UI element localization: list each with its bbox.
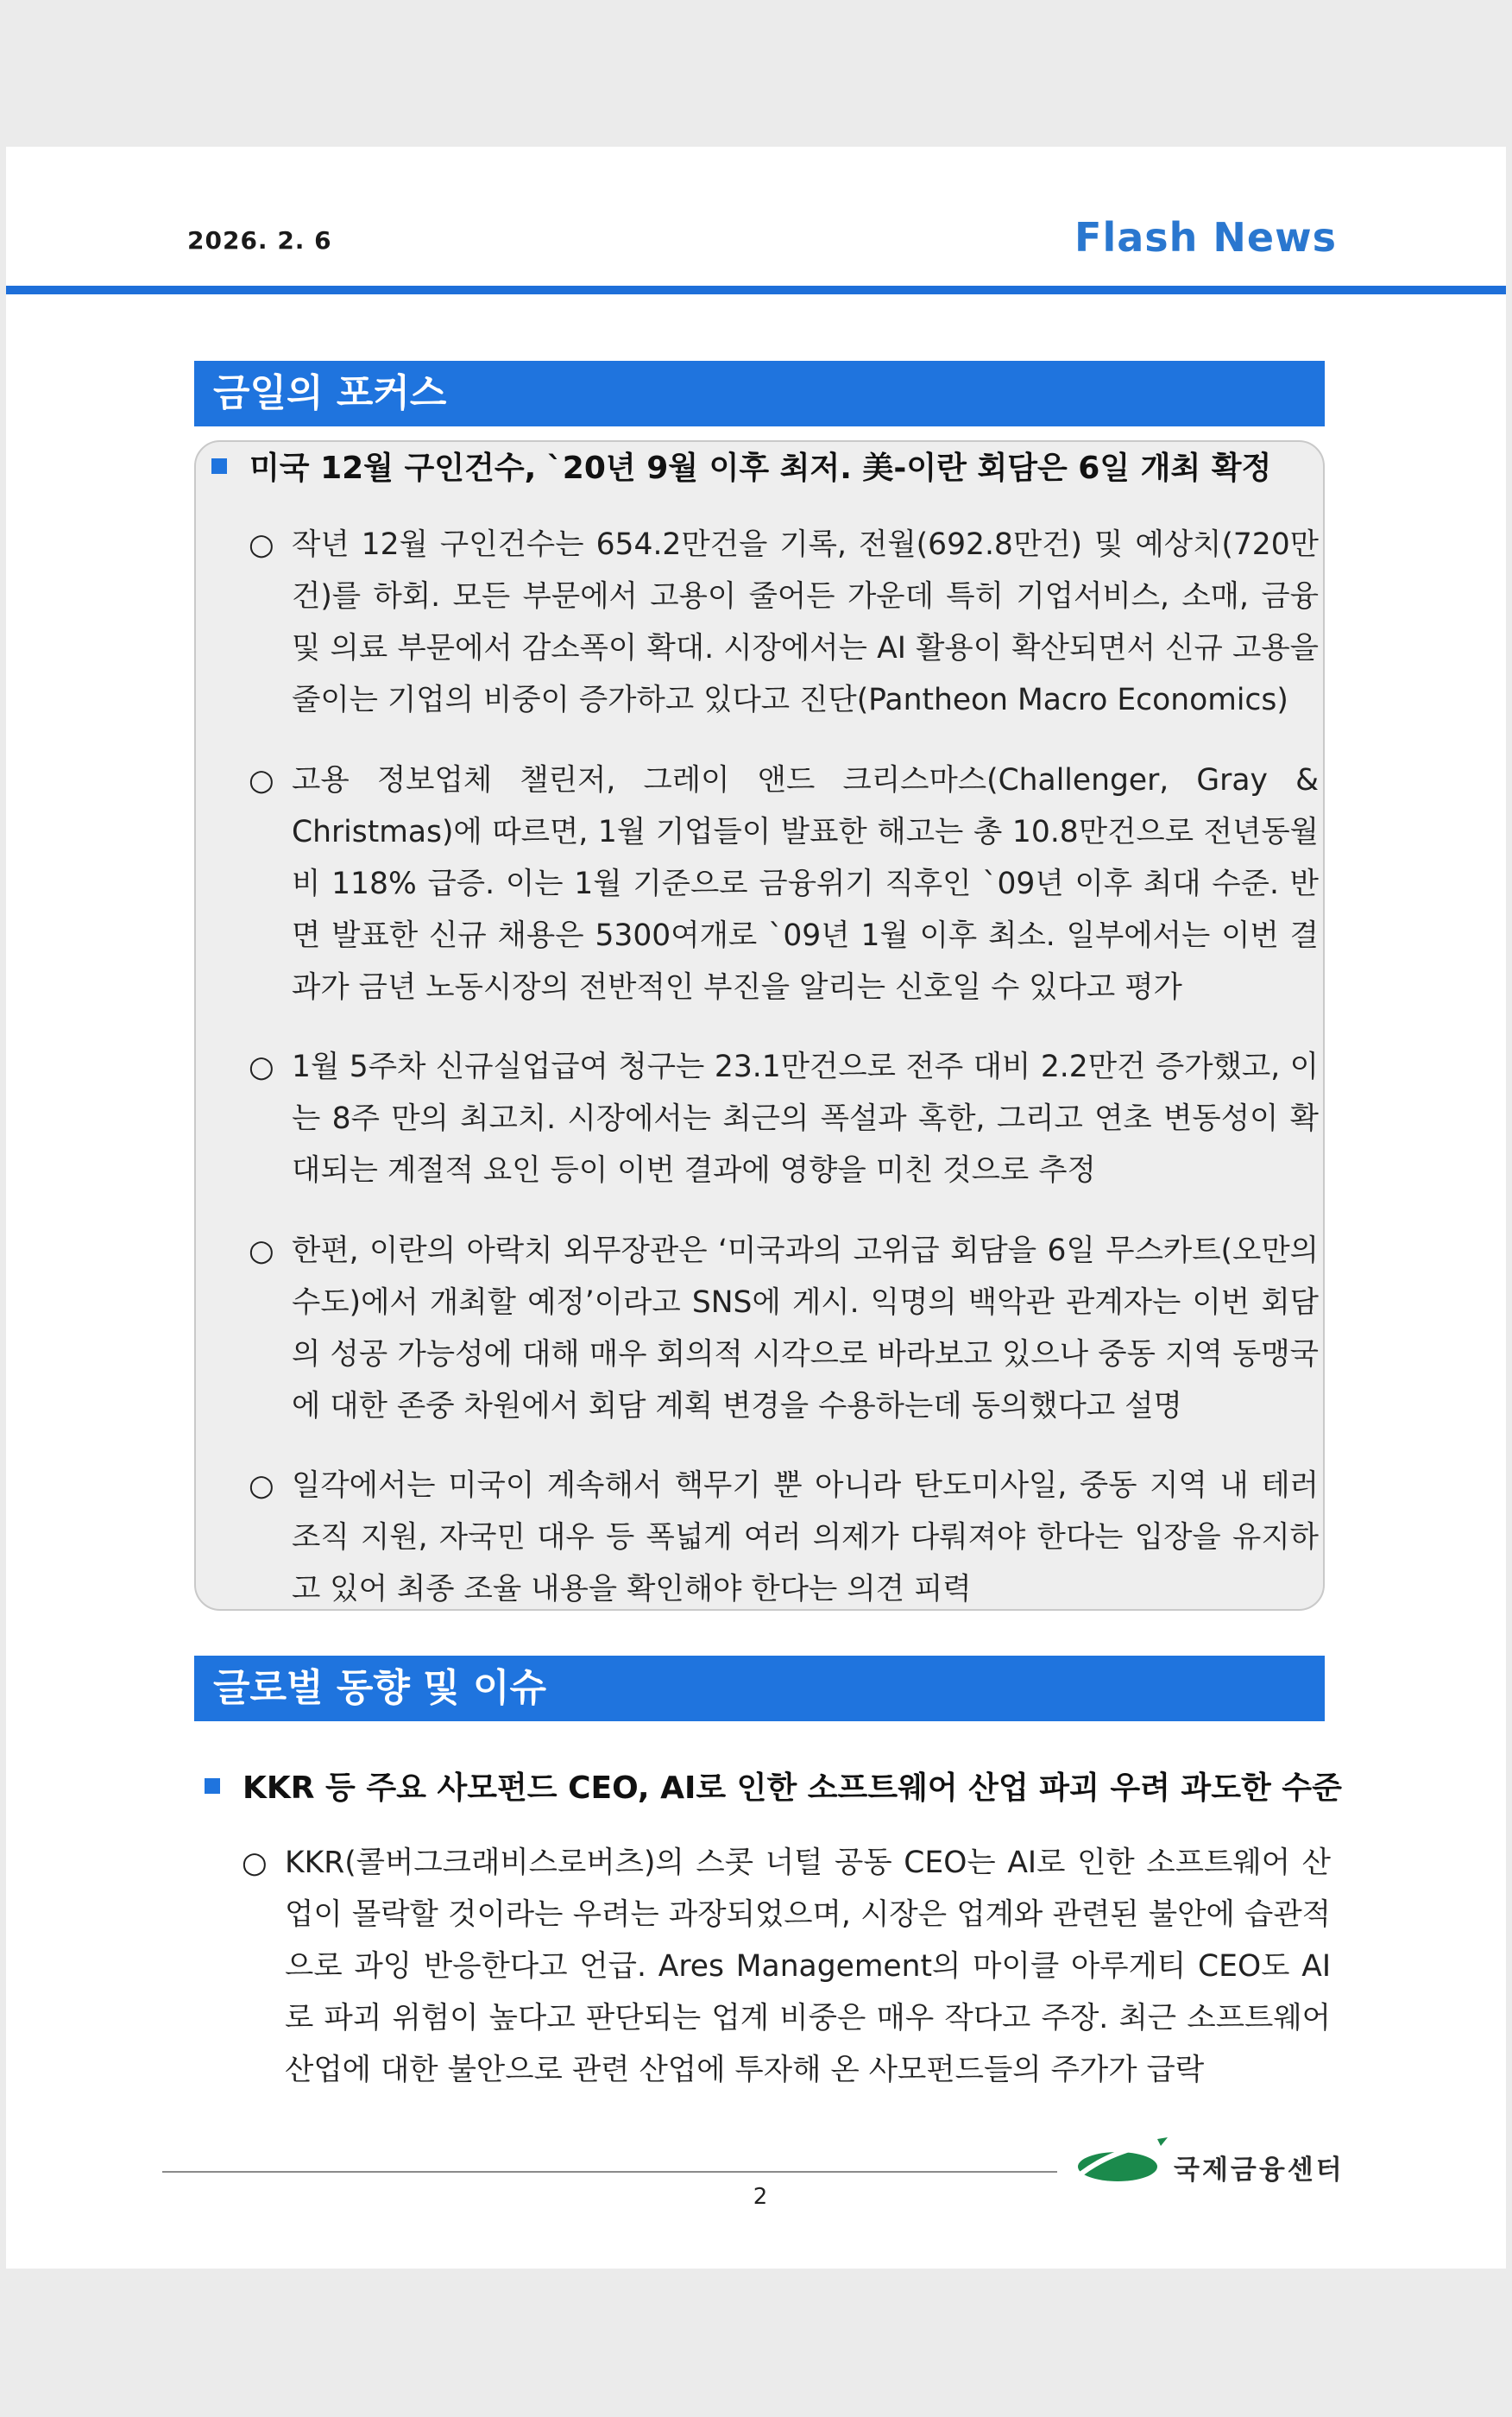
focus-headline [211,444,1271,488]
focus-paragraph-text: 한편, 이란의 아락치 외무장관은 ‘미국과의 고위급 회담을 6일 무스카트(오만의 수도)에서 개최할 예정’이라고 SNS에 게시. 익명의 백악관 관계자는 이번 회담의 성공 가능성에 대해 매우 회의적 시각으로 바라보고 있으나 중동 지역 동맹국에 대한 존중 차원에서 회담 계획 변경을 수용하는데 동의했다고 설명 [292,1234,1319,1423]
section-header-focus: 금일의 포커스 [194,361,1325,426]
report-date: 2026. 2. 6 [187,226,332,255]
circle-bullet-icon: ○ [249,763,274,798]
header-divider [6,286,1506,294]
circle-bullet-icon: ○ [249,527,274,562]
focus-paragraph [249,1041,1319,1196]
focus-paragraph-text: 고용 정보업체 챌린저, 그레이 앤드 크리스마스(Challenger, Gray & Christmas)에 따르면, 1월 기업들이 발표한 해고는 총 10.8만건으로 전년동월비 118% 급증. 이는 1월 기준으로 금융위기 직후인 `09년 이후 최대 수준. 반면 발표한 신규 채용은 5300여개로 `09년 1월 이후 최소. 일부에서는 이번 결과가 금년 노동시장의 전반적인 부진을 알리는 신호일 수 있다고 평가 [292,763,1319,1005]
section-header-global: 글로벌 동향 및 이슈 [194,1656,1325,1721]
focus-paragraph-text: 일각에서는 미국이 계속해서 핵무기 뿐 아니라 탄도미사일, 중동 지역 내 테러 조직 지원, 자국민 대우 등 폭넓게 여러 의제가 다뤄져야 한다는 입장을 유지하고 있어 최종 조율 내용을 확인해야 한다는 의견 피력 [292,1468,1319,1606]
circle-bullet-icon: ○ [249,1468,274,1503]
global-paragraph-text: KKR(콜버그크래비스로버츠)의 스콧 너털 공동 CEO는 AI로 인한 소프트웨어 산업이 몰락할 것이라는 우려는 과장되었으며, 시장은 업계와 관련된 불안에 습관적으로 과잉 반응한다고 언급. Ares Management의 마이클 아루게티 CEO도 AI로 파괴 위험이 높다고 판단되는 업계 비중은 매우 작다고 주장. 최근 소프트웨어 산업에 대한 불안으로 관련 산업에 투자해 온 사모펀드들의 주가가 급락 [285,1846,1331,2087]
footer-divider [162,2171,1057,2173]
focus-paragraph-text: 작년 12월 구인건수는 654.2만건을 기록, 전월(692.8만건) 및 예상치(720만건)를 하회. 모든 부문에서 고용이 줄어든 가운데 특히 기업서비스, 소매, 금융 및 의료 부문에서 감소폭이 확대. 시장에서는 AI 활용이 확산되면서 신규 고용을 줄이는 기업의 비중이 증가하고 있다고 진단(Pantheon Macro Economics) [292,527,1319,717]
global-headline [205,1764,1342,1808]
org-name: 국제금융센터 [1174,2155,1345,2186]
circle-bullet-icon: ○ [249,1050,274,1084]
global-headline-text: KKR 등 주요 사모펀드 CEO, AI로 인한 소프트웨어 산업 파괴 우려 과도한 수준 [243,1770,1342,1806]
focus-headline-text: 미국 12월 구인건수, `20년 9월 이후 최저. 美-이란 회담은 6일 개최 확정 [249,451,1272,486]
brand-title: Flash News [1074,214,1337,261]
focus-paragraph-text: 1월 5주차 신규실업급여 청구는 23.1만건으로 전주 대비 2.2만건 증가했고, 이는 8주 만의 최고치. 시장에서는 최근의 폭설과 혹한, 그리고 연초 변동성이 확대되는 계절적 요인 등이 이번 결과에 영향을 미친 것으로 추정 [292,1050,1319,1188]
square-bullet-icon [205,1778,220,1794]
square-bullet-icon [211,458,227,474]
focus-paragraph [249,754,1319,1013]
focus-paragraph [249,1460,1319,1615]
focus-paragraph [249,519,1319,726]
page-number: 2 [753,2184,768,2210]
focus-paragraph [249,1225,1319,1432]
circle-bullet-icon: ○ [242,1846,268,1880]
circle-bullet-icon: ○ [249,1234,274,1268]
global-paragraph [242,1837,1331,2096]
